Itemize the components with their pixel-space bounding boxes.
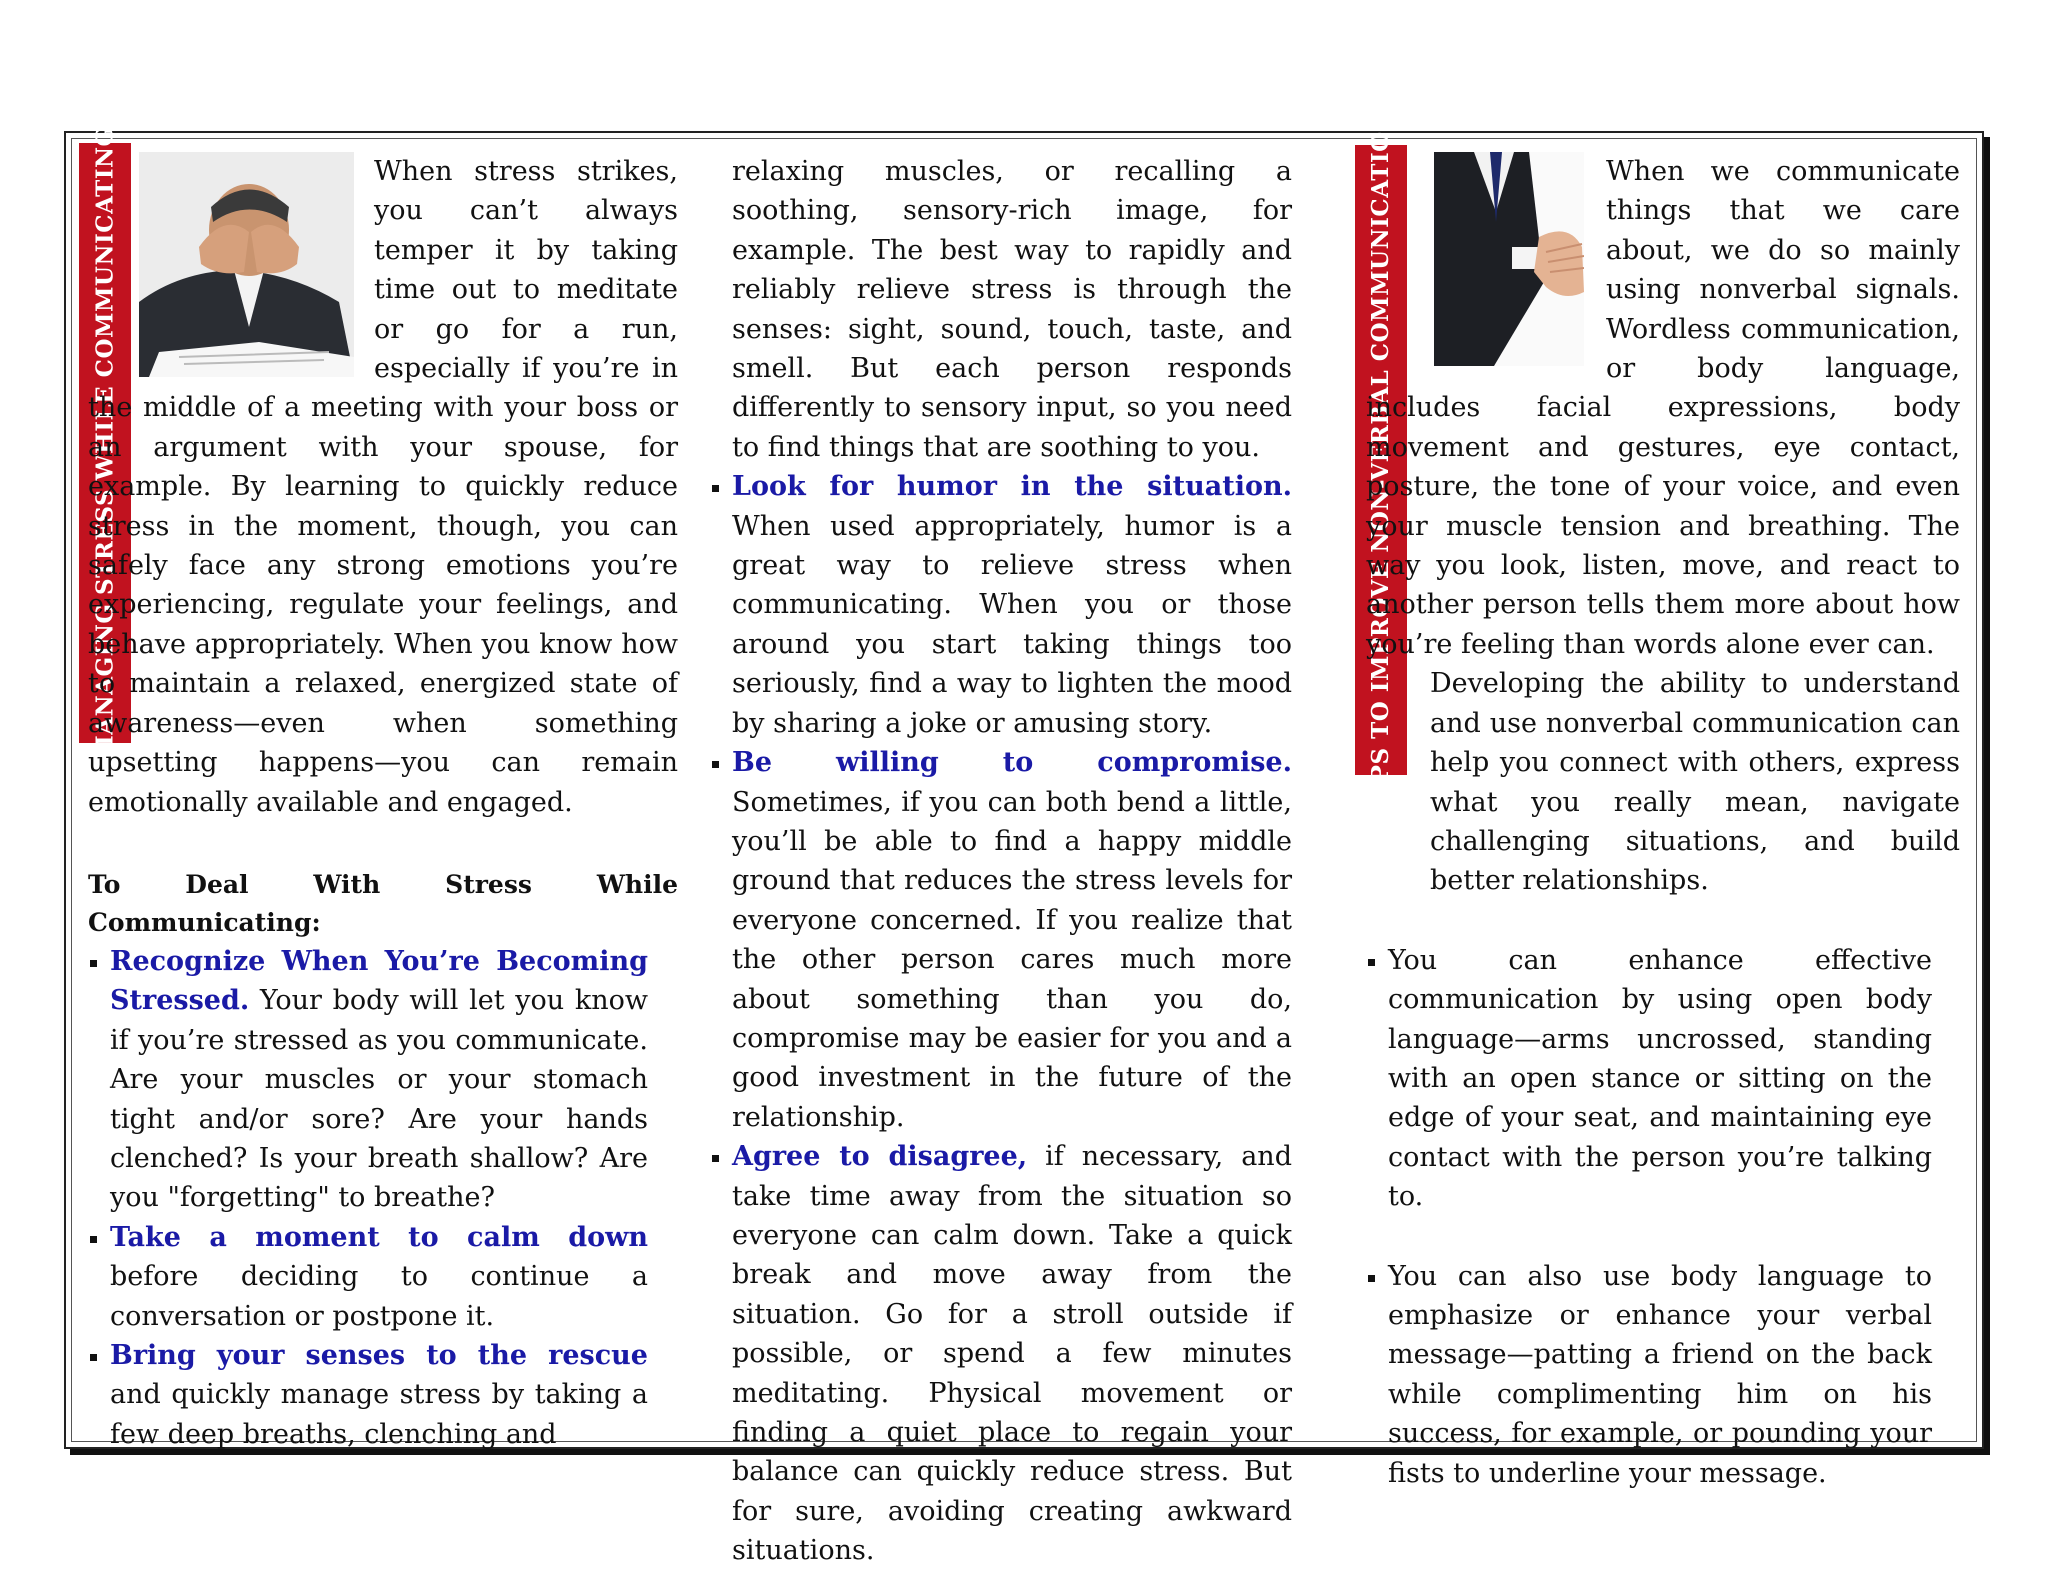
intro-paragraph-stress: When stress strikes, you can’t always temper it by taking time out to meditate or go for a run, especially if you’re in the middle of a meeting with your boss or an argument with your spouse, for example. By learning to quickly reduce stress in the moment, though, you can safely face any strong emotions you’re experiencing, regulate your feelings, and behave appropriately. When you know how to maintain a relaxed, energized state of awareness—even when something upsetting happens—you can remain emotionally available and engaged. [88,156,678,818]
list-item: Take a moment to calm down before deciding to continue a conversation or postpone it. [88,1218,648,1336]
section-title-stress: MANAGING STRESS WHILE COMMUNICATING [91,125,119,761]
section-title-nonverbal: TIPS TO IMPROVE NON-VERBAL COMMUNICATION [1367,109,1395,811]
column-stress-continued [732,152,1292,1571]
list-spacer [1366,1217,1932,1257]
column-nonverbal [1366,152,1960,1493]
list-item: Agree to disagree, if necessary, and take time away from the situation so everyone can calm down. Take a quick break and move away from the situation. Go for a stroll outside if possible, or spend a few minutes meditating. Physical movement or finding a quiet place to regain your balance can quickly reduce stress. But for sure, avoiding creating awkward situations. [710,1137,1292,1570]
continuation-paragraph: relaxing muscles, or recalling a soothing, sensory-rich image, for example. The best way to rapidly and reliably relieve stress is through the senses: sight, sound, touch, taste, and smell. But each person responds differently to sensory input, so you need to find things that are soothing to you. [732,156,1292,463]
stress-tips-list [88,942,648,1454]
subheading-deal-with-stress: To Deal With Stress While Communicating: [88,869,678,937]
list-item: Recognize When You’re Becoming Stressed. Your body will let you know if you’re stressed as you communicate. Are your muscles or your stomach tight and/or sore? Are your hands clenched? Is your breath shallow? Are you "forgetting" to breathe? [88,942,648,1218]
list-item: You can enhance effective communication by using open body language—arms uncrossed, standing with an open stance or sitting on the edge of your seat, and maintaining eye contact with the person you’re talking to. [1366,941,1932,1217]
list-item: Be willing to compromise. Sometimes, if you can both bend a little, you’ll be able to find a happy middle ground that reduces the stress levels for everyone concerned. If you realize that the other person cares much more about something than you do, compromise may be easier for you and a good investment in the future of the relationship. [710,743,1292,1137]
list-item: You can also use body language to emphasize or enhance your verbal message—patting a friend on the back while complimenting him on his success, for example, or pounding your fists to underline your message. [1366,1257,1932,1493]
stressed-man-photo [139,152,354,377]
handshake-photo [1434,152,1584,366]
intro-paragraph-nonverbal-2: Developing the ability to understand and use nonverbal communication can help you connect with others, express what you really mean, navigate challenging situations, and build better relationships. [1430,668,1960,897]
list-item: Bring your senses to the rescue and quickly manage stress by taking a few deep breaths, clenching and [88,1336,648,1454]
intro-paragraph-nonverbal: When we communicate things that we care about, we do so mainly using nonverbal signals. Wordless communication, or body language, includes facial expressions, body movement and gestures, eye contact, posture, the tone of your voice, and even your muscle tension and breathing. The way you look, listen, move, and react to another person tells them more about how you’re feeling than words alone ever can. [1366,156,1960,660]
stress-tips-list-continued [710,467,1292,1570]
nonverbal-tips-list [1366,941,1932,1493]
column-stress [88,152,678,1454]
list-item: Look for humor in the situation. When used appropriately, humor is a great way to relieve stress when communicating. When you or those around you start taking things too seriously, find a way to lighten the mood by sharing a joke or amusing story. [710,467,1292,743]
